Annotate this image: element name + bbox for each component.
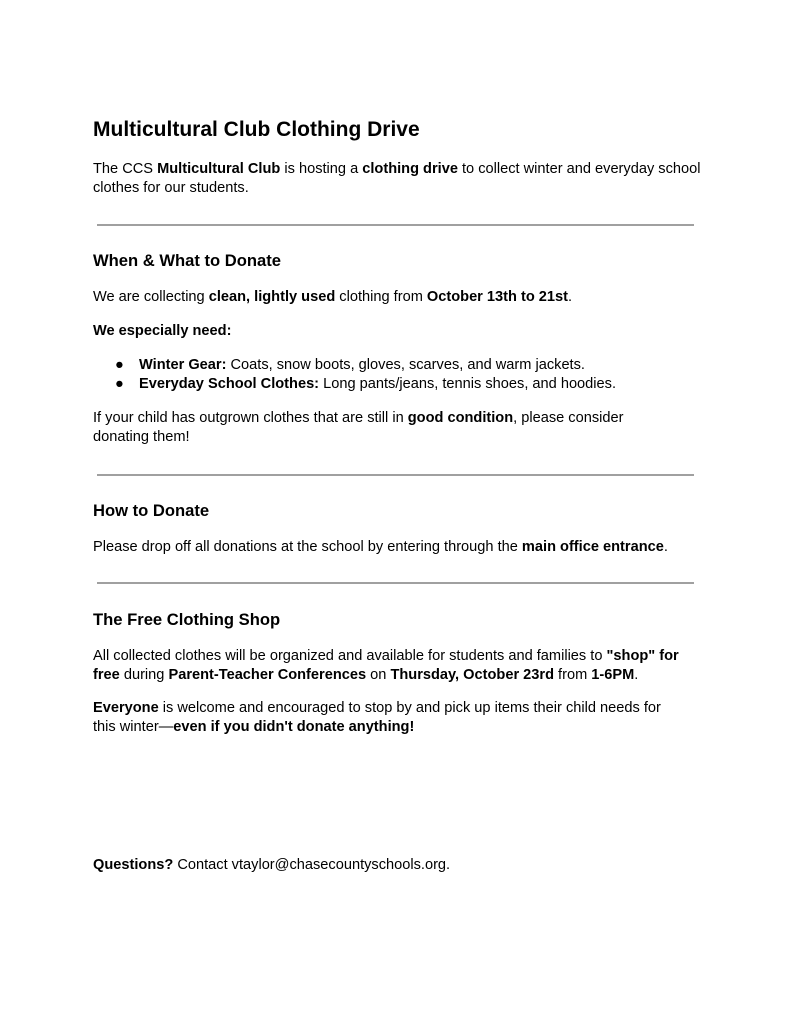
collecting-text: . bbox=[568, 289, 573, 305]
collecting-condition: clean, lightly used bbox=[208, 289, 336, 305]
intro-paragraph bbox=[93, 160, 703, 198]
shop-free-label: "shop" for free bbox=[93, 648, 679, 683]
shop-text: from bbox=[554, 667, 592, 683]
shop-text: All collected clothes will be organized and available for students and families to bbox=[93, 648, 607, 664]
everyone-emphasis: even if you didn't donate anything! bbox=[173, 719, 415, 735]
how-text: Please drop off all donations at the school by entering through the bbox=[93, 539, 522, 555]
shop-event: Parent-Teacher Conferences bbox=[168, 667, 367, 683]
list-item-label: Winter Gear: bbox=[139, 357, 227, 373]
need-label bbox=[93, 322, 703, 341]
page-title: Multicultural Club Clothing Drive bbox=[93, 118, 420, 141]
list-item-text: Coats, snow boots, gloves, scarves, and warm jackets. bbox=[226, 357, 585, 373]
everyone-label: Everyone bbox=[93, 700, 159, 716]
intro-text: The CCS bbox=[93, 161, 158, 177]
drop-off-location: main office entrance bbox=[521, 539, 664, 555]
list-item bbox=[93, 356, 616, 375]
collecting-paragraph bbox=[93, 288, 703, 307]
section-divider bbox=[97, 224, 694, 226]
shop-time: 1-6PM bbox=[591, 667, 635, 683]
how-to-donate-paragraph bbox=[93, 538, 703, 557]
needs-list bbox=[93, 356, 616, 394]
collecting-text: We are collecting bbox=[93, 289, 209, 305]
intro-text: is hosting a bbox=[280, 161, 363, 177]
need-label-text: We especially need: bbox=[93, 323, 232, 339]
section-heading-when-what: When & What to Donate bbox=[93, 251, 282, 270]
intro-text: to collect winter and everyday school clothes for our students. bbox=[93, 161, 701, 196]
everyone-text: is welcome and encouraged to stop by and pick up items their child needs for this winter— bbox=[93, 700, 661, 735]
contact-email[interactable]: Contact vtaylor@chasecountyschools.org. bbox=[173, 857, 451, 873]
section-heading-how-to-donate: How to Donate bbox=[93, 501, 210, 520]
list-item bbox=[93, 375, 616, 394]
shop-text: during bbox=[119, 667, 169, 683]
list-item-label: Everyday School Clothes: bbox=[139, 376, 320, 392]
shop-date: Thursday, October 23rd bbox=[390, 667, 554, 683]
everyone-paragraph bbox=[93, 699, 683, 737]
outgrown-text: , please consider donating them! bbox=[93, 410, 624, 445]
how-text: . bbox=[663, 539, 668, 555]
shop-paragraph bbox=[93, 647, 705, 685]
section-divider bbox=[97, 474, 694, 476]
section-heading-free-shop: The Free Clothing Shop bbox=[93, 610, 281, 629]
list-item-text: Long pants/jeans, tennis shoes, and hoodies. bbox=[319, 376, 617, 392]
intro-club-name: Multicultural Club bbox=[157, 161, 281, 177]
intro-drive-label: clothing drive bbox=[362, 161, 458, 177]
shop-text: on bbox=[366, 667, 391, 683]
outgrown-text: If your child has outgrown clothes that are still in bbox=[93, 410, 408, 426]
bullet-icon: ● bbox=[115, 357, 124, 373]
bullet-icon: ● bbox=[115, 376, 124, 392]
contact-paragraph bbox=[93, 856, 703, 875]
collecting-dates: October 13th to 21st bbox=[426, 289, 569, 305]
collecting-text: clothing from bbox=[335, 289, 427, 305]
outgrown-paragraph bbox=[93, 409, 683, 447]
shop-text: . bbox=[634, 667, 639, 683]
outgrown-condition: good condition bbox=[407, 410, 514, 426]
contact-label: Questions? bbox=[93, 857, 174, 873]
section-divider bbox=[97, 582, 694, 584]
